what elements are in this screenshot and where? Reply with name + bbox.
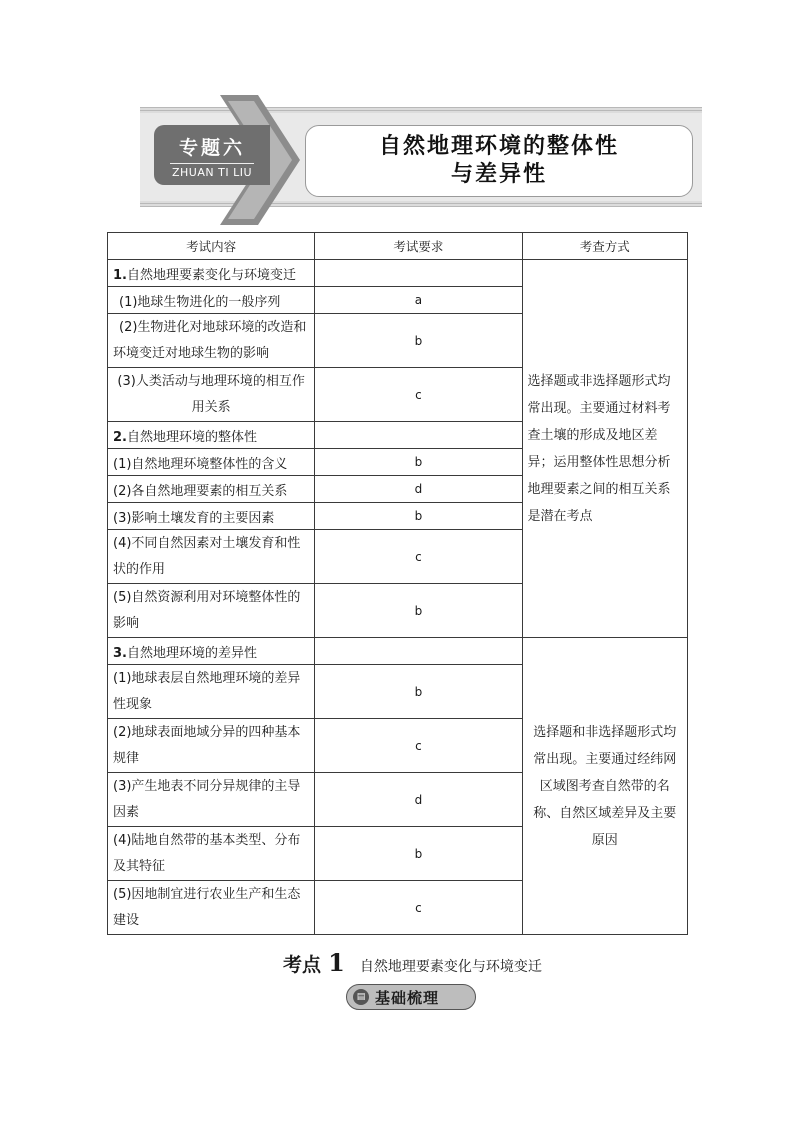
grade-cell: c [315,719,522,773]
grade-cell: a [315,287,522,314]
grade-cell: c [315,368,522,422]
kaodian-label: 考点 [283,954,322,976]
grade-cell: b [315,584,522,638]
grade-cell: d [315,476,522,503]
section-title-2 [108,422,315,449]
chapter-title-line2: 与差异性 [450,162,547,187]
grade-cell: b [315,314,522,368]
section-num: 2. [113,429,127,445]
content-cell: (3)影响土壤发育的主要因素 [108,503,315,530]
content-cell: (1)自然地理环境整体性的含义 [108,449,315,476]
section-title-text: 自然地理环境的差异性 [126,645,257,661]
section-title-3 [108,638,315,665]
empty-cell [315,422,522,449]
section-title-text: 自然地理要素变化与环境变迁 [126,267,296,283]
chapter-banner [140,95,702,225]
content-cell: (3)人类活动与地理环境的相互作用关系 [108,368,315,422]
content-text: (1)地球生物进化的一般序列 [119,294,281,310]
content-cell: (5)自然资源利用对环境整体性的影响 [108,584,315,638]
chapter-tag-main: 专题六 [178,137,245,159]
requirements-table [107,232,688,935]
content-cell: (1)地球表层自然地理环境的差异性现象 [108,665,315,719]
section-num: 1. [113,267,127,283]
grade-cell: c [315,530,522,584]
table-header-row [108,233,688,260]
kaodian-title: 自然地理要素变化与环境变迁 [359,959,542,975]
content-cell [108,314,315,368]
chapter-tag-divider [170,163,254,164]
book-icon: ▤ [353,989,369,1005]
grade-cell: b [315,449,522,476]
grade-cell: b [315,665,522,719]
header-requirement: 考试要求 [315,233,522,260]
grade-cell: d [315,773,522,827]
section-title-1 [108,260,315,287]
grade-cell: b [315,503,522,530]
empty-cell [315,638,522,665]
chapter-title-line1: 自然地理环境的整体性 [378,134,619,159]
section-pill [346,984,476,1010]
grade-cell: b [315,827,522,881]
chapter-title-box [305,125,693,197]
content-cell: (2)各自然地理要素的相互关系 [108,476,315,503]
section-row [108,638,688,665]
content-cell: (5)因地制宜进行农业生产和生态建设 [108,881,315,935]
chapter-tag [154,125,270,185]
method-cell-b: 选择题和非选择题形式均常出现。主要通过经纬网区域图考查自然带的名称、自然区域差异及主要原因 [522,638,687,935]
content-cell: (4)不同自然因素对土壤发育和性状的作用 [108,530,315,584]
method-cell-a: 选择题或非选择题形式均常出现。主要通过材料考查土壤的形成及地区差异；运用整体性思想分析地理要素之间的相互关系是潜在考点 [522,260,687,638]
kaodian-heading [283,948,542,978]
content-text: (2)生物进化对地球环境的改造和环境变迁对地球生物的影响 [113,319,307,361]
section-num: 3. [113,645,127,661]
content-cell: (4)陆地自然带的基本类型、分布及其特征 [108,827,315,881]
section-row [108,260,688,287]
chapter-tag-pinyin: ZHUAN TI LIU [172,166,252,179]
section-title-text: 自然地理环境的整体性 [126,429,257,445]
content-cell [108,287,315,314]
content-cell: (2)地球表面地域分异的四种基本规律 [108,719,315,773]
pill-label: 基础梳理 [375,989,440,1007]
header-method: 考查方式 [522,233,687,260]
kaodian-number: 1 [328,948,345,977]
empty-cell [315,260,522,287]
header-content: 考试内容 [108,233,315,260]
grade-cell: c [315,881,522,935]
content-cell: (3)产生地表不同分异规律的主导因素 [108,773,315,827]
